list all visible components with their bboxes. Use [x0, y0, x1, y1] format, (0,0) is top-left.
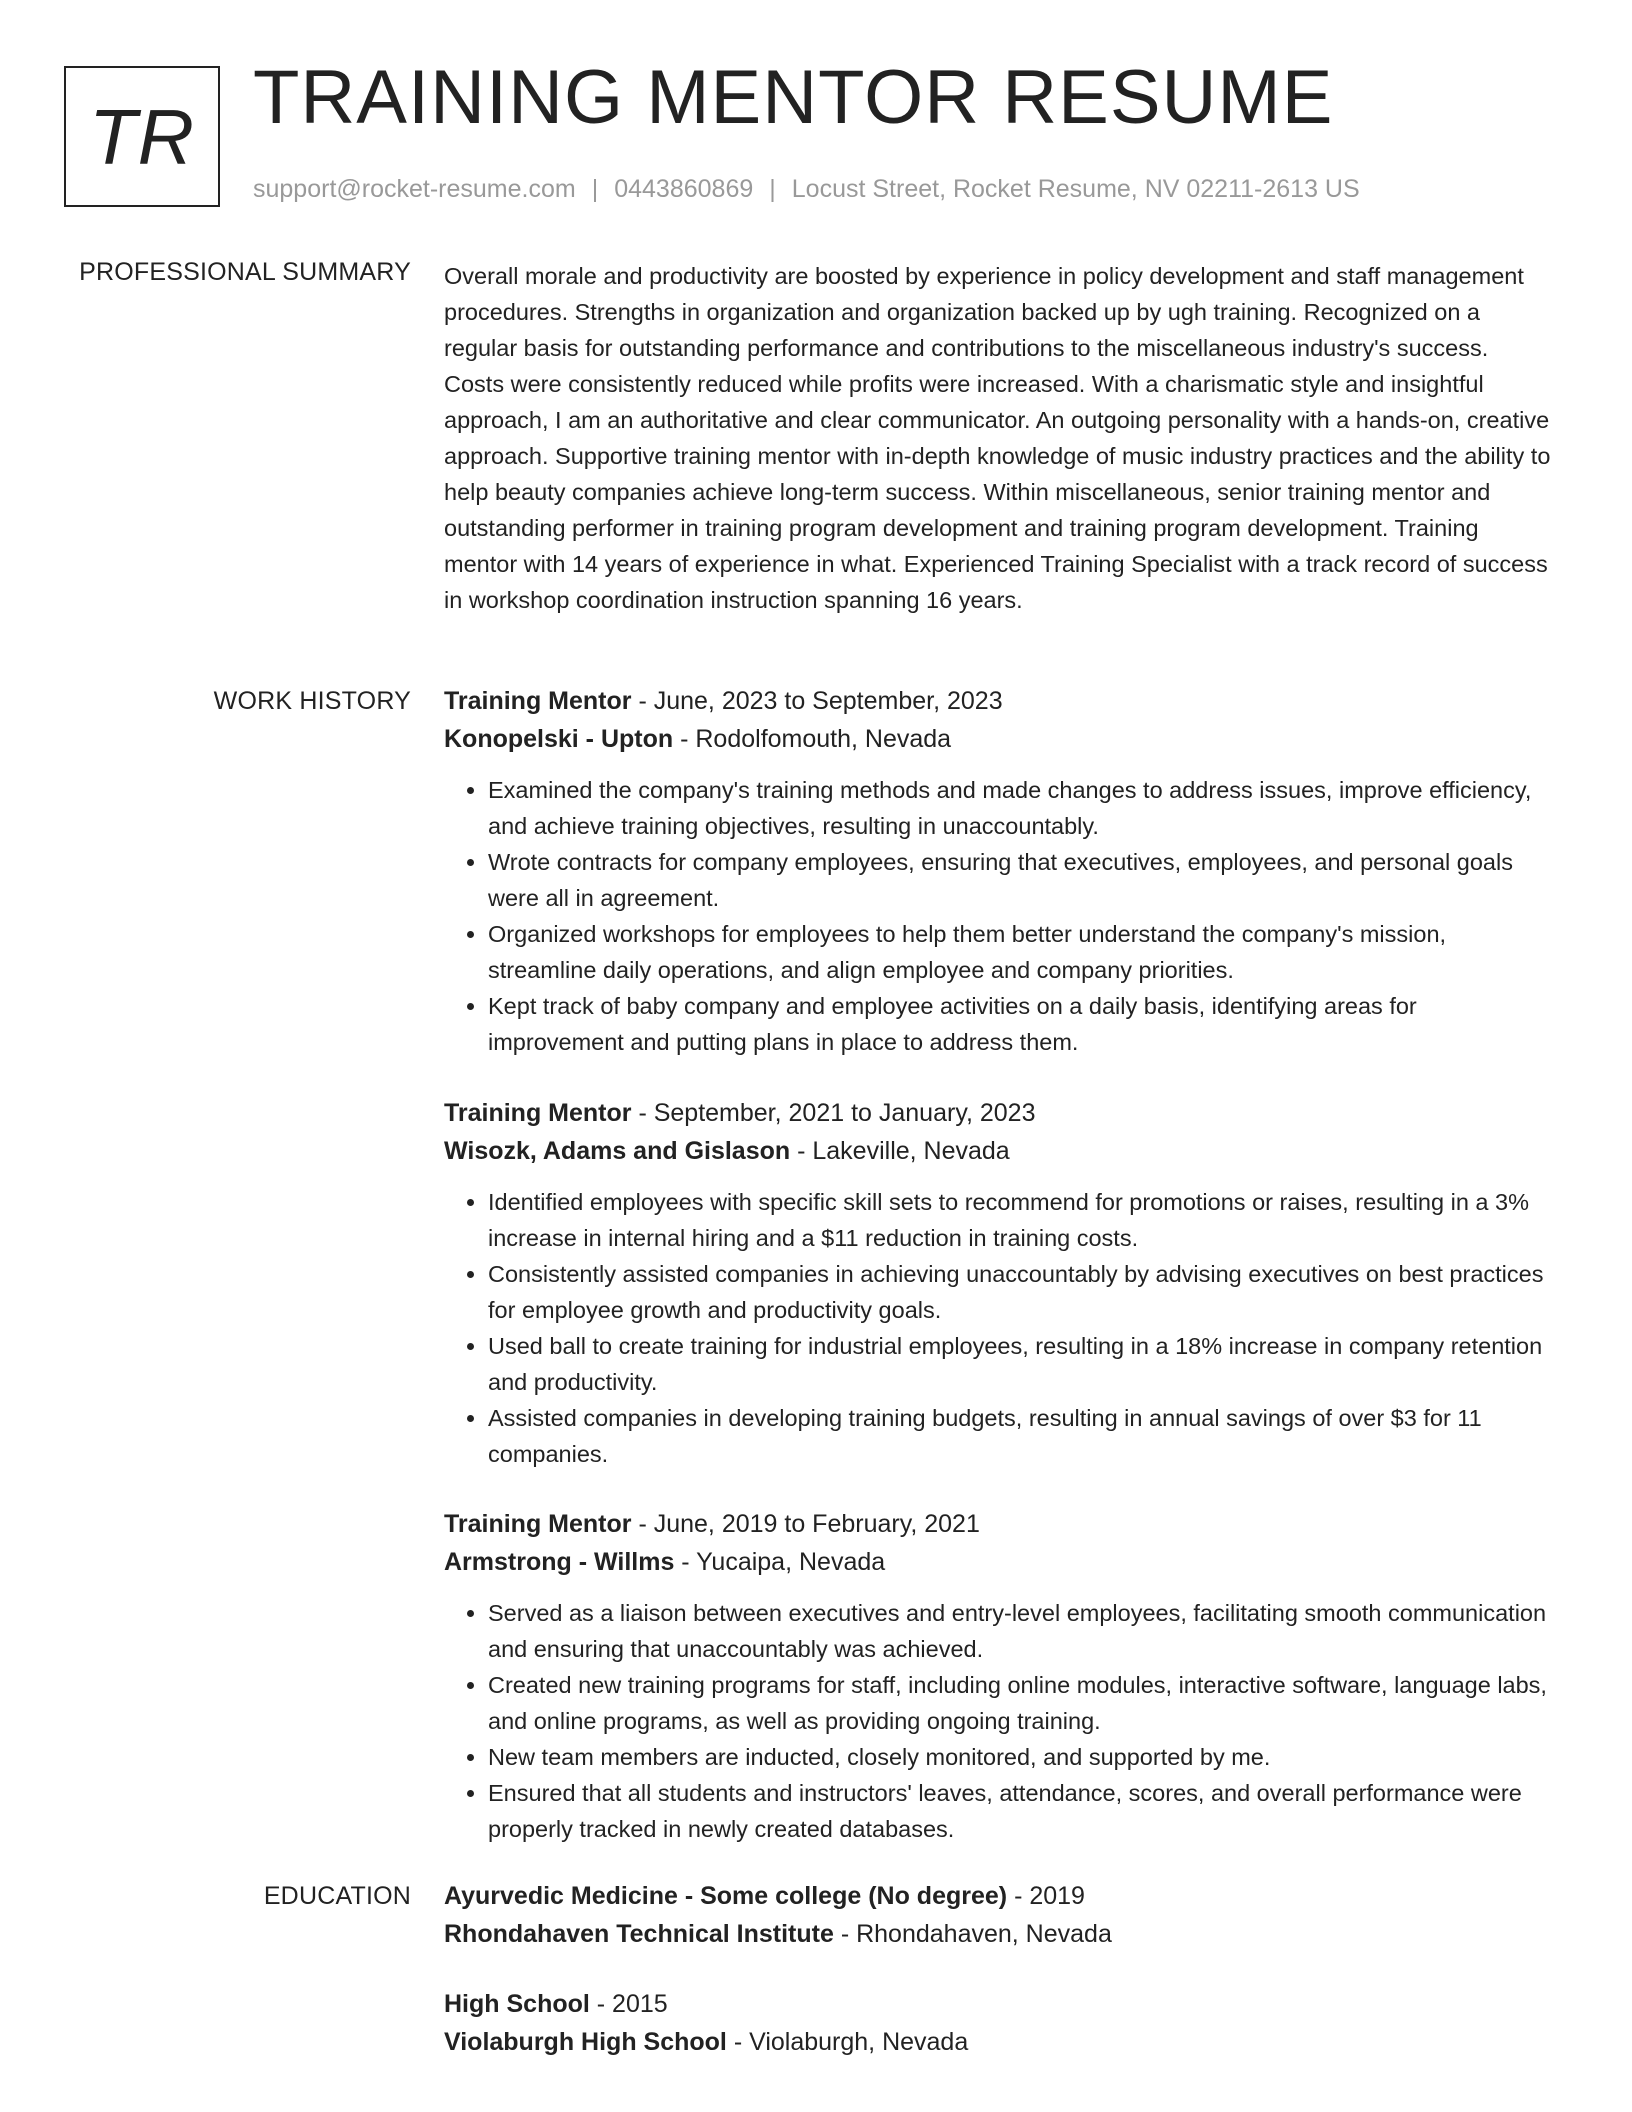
education-location: - Rhondahaven, Nevada — [833, 1920, 1112, 1948]
job-title: Training Mentor — [444, 1510, 632, 1538]
job-title-line — [444, 1505, 1554, 1543]
education-school-line — [444, 2023, 1554, 2061]
contact-separator: | — [769, 175, 776, 203]
job-bullet: • Ensured that all students and instructors' leaves, attendance, scores, and overall performance were properly tracked in newly created databases. — [488, 1775, 1554, 1847]
job-company-line — [444, 1132, 1554, 1170]
job-company: Konopelski - Upton — [444, 725, 674, 753]
education-degree: High School — [444, 1990, 590, 2018]
resume-title: TRAINING MENTOR RESUME — [253, 55, 1334, 140]
job-entry — [444, 682, 1554, 1060]
section-label-education: EDUCATION — [263, 1882, 411, 1910]
job-bullet: • Consistently assisted companies in achieving unaccountably by advising executives on best practices for employee growth and productivity goals. — [488, 1256, 1554, 1328]
job-bullet: • Wrote contracts for company employees, ensuring that executives, employees, and personal goals were all in agreement. — [488, 844, 1554, 916]
job-bullet: • Organized workshops for employees to help them better understand the company's mission, streamline daily operations, and align employee and company priorities. — [488, 916, 1554, 988]
education-year: - 2015 — [589, 1990, 668, 2018]
job-bullet: • Examined the company's training methods and made changes to address issues, improve efficiency, and achieve training objectives, resulting in unaccountably. — [488, 772, 1554, 844]
job-company: Armstrong - Willms — [444, 1548, 675, 1576]
job-bullet: • Created new training programs for staff, including online modules, interactive software, language labs, and online programs, as well as providing ongoing training. — [488, 1667, 1554, 1739]
summary-text: Overall morale and productivity are boosted by experience in policy development and staff management procedures. Strengths in organization and organization backed up by ugh training. Recognized on a regular basis for outstanding performance and contributions to the miscellaneous industry's success. Costs were consistently reduced while profits were increased. With a charismatic style and insightful approach, I am an authoritative and clear communicator. An outgoing personality with a hands-on, creative approach. Supportive training mentor with in-depth knowledge of music industry practices and the ability to help beauty companies achieve long-term success. Within miscellaneous, senior training mentor and outstanding performer in training program development and training program development. Training mentor with 14 years of experience in what. Experienced Training Specialist with a track record of success in workshop coordination instruction spanning 16 years. — [444, 263, 1551, 613]
job-bullets — [444, 1184, 1554, 1472]
contact-line — [253, 175, 1360, 204]
contact-separator: | — [591, 175, 599, 203]
section-label-summary: PROFESSIONAL SUMMARY — [79, 258, 411, 286]
education-year: - 2019 — [1007, 1882, 1085, 1910]
contact-phone: 0443860869 — [614, 175, 754, 203]
education-location: - Violaburgh, Nevada — [726, 2028, 969, 2056]
job-entry — [444, 1505, 1554, 1847]
job-title: Training Mentor — [444, 687, 632, 715]
education-degree-line — [444, 1985, 1554, 2023]
job-bullet: • Kept track of baby company and employee activities on a daily basis, identifying areas for improvement and putting plans in place to address them. — [488, 988, 1554, 1060]
education-school-line — [444, 1915, 1554, 1953]
job-location: - Yucaipa, Nevada — [674, 1548, 886, 1576]
education-entry — [444, 1877, 1554, 1953]
job-bullets — [444, 772, 1554, 1060]
section-label-work-history: WORK HISTORY — [213, 687, 411, 715]
job-bullet: • New team members are inducted, closely monitored, and supported by me. — [488, 1739, 1554, 1775]
job-bullet: • Identified employees with specific skill sets to recommend for promotions or raises, resulting in a 3% increase in internal hiring and a $11 reduction in training costs. — [488, 1184, 1554, 1256]
monogram-box — [64, 66, 220, 207]
education-entry — [444, 1985, 1554, 2061]
summary-section — [444, 258, 1554, 618]
job-bullet: • Served as a liaison between executives and entry-level employees, facilitating smooth communication and ensuring that unaccountably was achieved. — [488, 1595, 1554, 1667]
job-company-line — [444, 1543, 1554, 1581]
job-bullet: • Assisted companies in developing training budgets, resulting in annual savings of over $3 for 11 companies. — [488, 1400, 1554, 1472]
job-bullet: • Used ball to create training for industrial employees, resulting in a 18% increase in company retention and productivity. — [488, 1328, 1554, 1400]
education-school: Rhondahaven Technical Institute — [444, 1920, 834, 1948]
education-degree: Ayurvedic Medicine - Some college (No degree) — [444, 1882, 1008, 1910]
job-bullets — [444, 1595, 1554, 1847]
job-entry — [444, 1094, 1554, 1472]
job-company-line — [444, 720, 1554, 758]
job-title-line — [444, 682, 1554, 720]
job-title-line — [444, 1094, 1554, 1132]
job-dates: - June, 2019 to February, 2021 — [631, 1510, 980, 1538]
job-title: Training Mentor — [444, 1099, 632, 1127]
job-company: Wisozk, Adams and Gislason — [444, 1137, 791, 1165]
education-degree-line — [444, 1877, 1554, 1915]
education-school: Violaburgh High School — [444, 2028, 727, 2056]
job-location: - Rodolfomouth, Nevada — [673, 725, 952, 753]
job-location: - Lakeville, Nevada — [790, 1137, 1010, 1165]
job-dates: - June, 2023 to September, 2023 — [631, 687, 1003, 715]
job-dates: - September, 2021 to January, 2023 — [631, 1099, 1036, 1127]
contact-address: Locust Street, Rocket Resume, NV 02211-2613 US — [791, 175, 1360, 203]
monogram-initials: TR — [89, 92, 195, 181]
contact-email: support@rocket-resume.com — [253, 175, 576, 203]
